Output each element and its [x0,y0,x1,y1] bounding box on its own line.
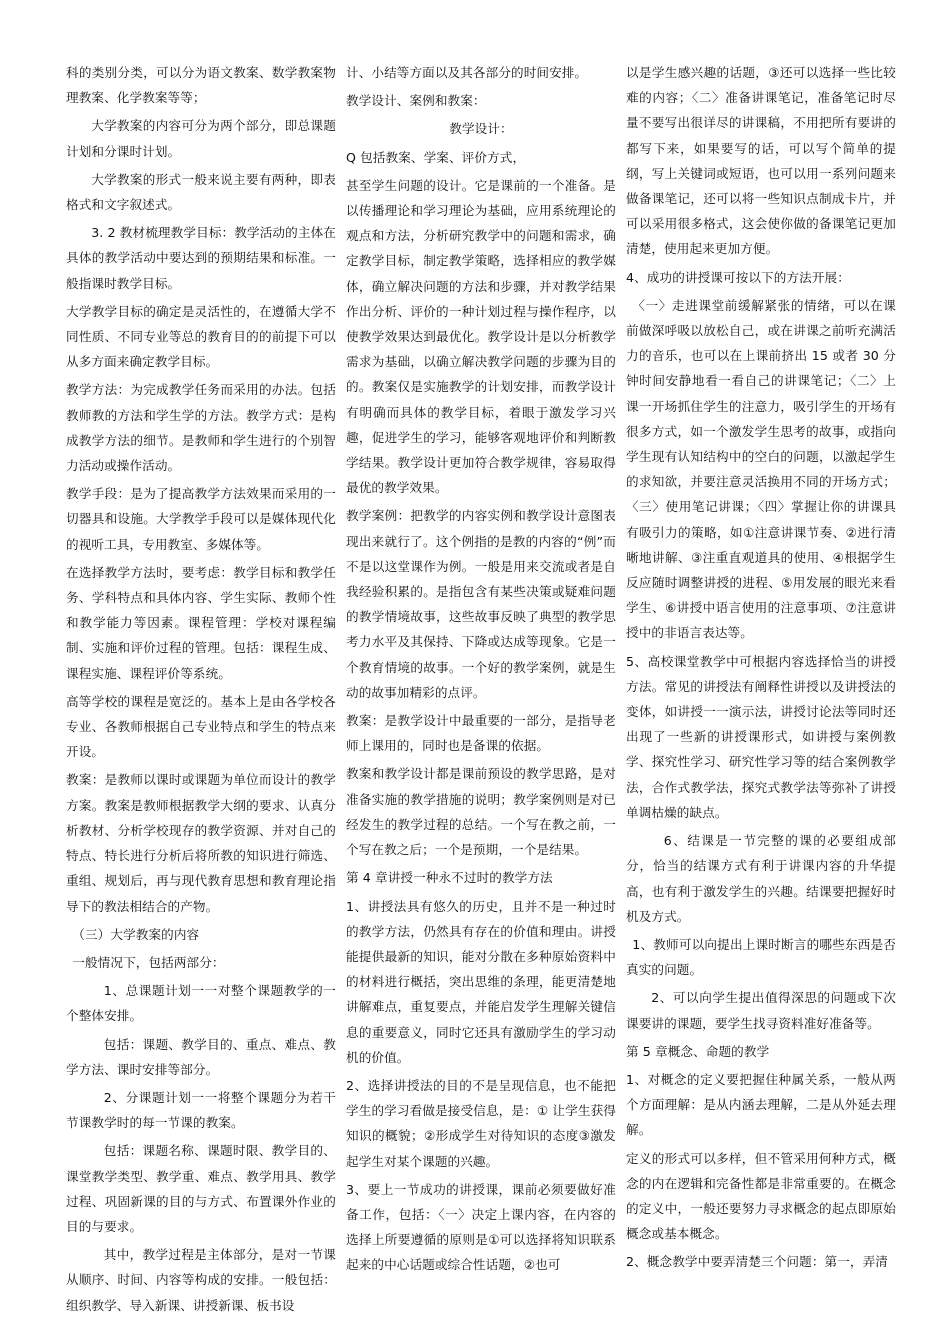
paragraph: 〈一〉走进课堂前缓解紧张的情绪，可以在课前做深呼吸以放松自己，或在讲课之前听充满活力的音乐，也可以在上课前挤出 15 或者 30 分钟时间安静地看一看自己的讲课笔记；〈二〉上课一开场抓住学生的注意力，吸引学生的开场有很多方式，如一个激发学生思考的故事，或指向学生现有认知结构中的空白的问题，以激起学生的求知欲，并要注意灵活换用不同的开场方式；〈三〉使用笔记讲课；〈四〉掌握让你的讲课具有吸引力的策略，如①注意讲课节奏、②进行清晰地讲解、③注重直观道具的使用、④根据学生反应随时调整讲授的进程、⑤用发展的眼光来看学生、⑥讲授中语言使用的注意事项、⑦注意讲授中的非语言表达等。 [626,297,896,641]
paragraph: 在选择教学方法时，要考虑：教学目标和教学任务、学科特点和具体内容、学生实际、教师个性和教学能力等因素。课程管理：学校对课程编制、实施和评价过程的管理。包括：课程生成、课程实施、课程评价等系统。 [66,564,336,681]
paragraph: 教案：是教学设计中最重要的一部分，是指导老师上课用的，同时也是备课的依据。 [346,713,616,754]
text-column-left [66,60,336,1321]
text-column-middle [346,60,616,1281]
paragraph: 6、结课是一节完整的课的必要组成部分，恰当的结课方式有利于讲课内容的升华提高，也有利于激发学生的兴趣。结课要把握好时机及方式。 [626,833,896,924]
paragraph: 2、分课题计划一一将整个课题分为若干节课教学时的每一节课的教案。 [66,1089,336,1131]
paragraph: 教学手段：是为了提高教学方法效果而采用的一切器具和设施。大学教学手段可以是媒体现代化的视听工具，专用教室、多媒体等。 [66,486,336,552]
paragraph: 第 5 章概念、命题的教学 [626,1043,770,1059]
paragraph: 包括：课题名称、课题时限、教学目的、课堂教学类型、教学重、难点、教学用具、教学过程、巩固新课的目的与方式、布置课外作业的目的与要求。 [66,1143,336,1234]
paragraph: 3. 2 教材梳理教学目标：教学活动的主体在具体的教学活动中要达到的预期结果和标准。一般指课时教学目标。 [66,225,336,291]
paragraph: 第 4 章讲授一种永不过时的教学方法 [346,870,553,886]
paragraph: 科的类别分类，可以分为语文教案、数学教案物理教案、化学教案等等； [66,65,336,106]
text-column-right [626,60,896,1278]
paragraph: 2、选择讲授法的目的不是呈现信息，也不能把学生的学习看做是接受信息，是：① 让学生获得知识的概貌；②形成学生对待知识的态度③激发起学生对某个课题的兴趣。 [346,1077,616,1169]
paragraph: 计、小结等方面以及其各部分的时间安排。 [346,65,588,80]
paragraph: 3、要上一节成功的讲授课，课前必须要做好准备工作，包括：〈一〉决定上课内容，在内容的选择上所要遵循的原则是①可以选择将知识联系起来的中心话题或综合性话题，②也可 [346,1181,616,1273]
paragraph: Q 包括教案、学案、评价方式， [346,149,526,165]
paragraph: 一般情况下，包括两部分： [72,954,225,970]
paragraph: 1、讲授法具有悠久的历史，且并不是一种过时的教学方法，仍然具有存在的价值和理由。讲授能提供最新的知识，能对分散在多种原始资料中的材料进行概括，突出思维的条理，能更清楚地讲解难点，重复要点，并能启发学生理解关键信息的重要意义，同时它还具有激励学生的学习动机的价值。 [346,898,616,1065]
paragraph: 大学教案的形式一般来说主要有两种，即表格式和文字叙述式。 [66,171,336,213]
paragraph: 大学教学目标的确定是灵活性的，在遵循大学不同性质、不同专业等总的教育目的的前提下可以从多方面来确定教学目标。 [66,303,336,370]
paragraph: 教案：是教师以课时或课题为单位而设计的教学方案。教案是教师根据教学大纲的要求、认真分析教材、分析学校现存的教学资源、并对自己的特点、特长进行分析后将所教的知识进行筛选、重组、规划后，再与现代教育思想和教育理论指导下的教法相结合的产物。 [66,772,336,914]
paragraph: 以是学生感兴趣的话题，③还可以选择一些比较难的内容；〈二〉准备讲课笔记，准备笔记时尽量不要写出很详尽的讲课稿，不用把所有要讲的都写下来，如果要写的话，可以写个简单的提纲，写上关键词或短语，也可以用一系列问题来做备课笔记，还可以将一些知识点制成卡片，并可以采用很多格式，这会使你做的备课笔记更加清楚，使用起来更加方便。 [626,65,896,257]
paragraph: 定义的形式可以多样，但不管采用何种方式，概念的内在逻辑和完备性都是非常重要的。在概念的定义中，一般还要努力寻求概念的起点即原始概念或基本概念。 [626,1150,896,1242]
paragraph: 其中，教学过程是主体部分，是对一节课从顺序、时间、内容等构成的安排。一般包括：组织教学、导入新课、讲授新课、板书设 [66,1247,336,1313]
paragraph: 5、高校课堂教学中可根据内容选择恰当的讲授方法。常见的讲授法有阐释性讲授以及讲授法的变体，如讲授一一演示法，讲授讨论法等同时还出现了一些新的讲授课形式，如讲授与案例教学、探究性学习、研究性学习等的结合案例教学法，合作式教学法，探究式教学法等弥补了讲授单调枯燥的缺点。 [626,653,896,820]
paragraph: 1、总课题计划一一对整个课题教学的一个整体安排。 [66,983,336,1024]
paragraph: 2、概念教学中要弄清楚三个问题：第一，弄清 [626,1254,888,1270]
paragraph: 4、成功的讲授课可按以下的方法开展： [626,269,850,285]
paragraph: 大学教案的内容可分为两个部分，即总课题计划和分课时计划。 [66,118,336,159]
paragraph: 教学设计： [449,121,513,137]
paragraph: 包括：课题、教学目的、重点、难点、教学方法、课时安排等部分。 [66,1036,336,1077]
paragraph: 教学案例：把教学的内容实例和教学设计意图表现出来就行了。这个例指的是教的内容的“例”而不是以这堂课作为例。一般是用来交流或者是自我经验积累的。是指包含有某些决策或疑难问题的教学情境故事，这些故事反映了典型的教学思考力水平及其保持、下降或达成等现象。它是一个教育情境的故事。一个好的教学案例，就是生动的故事加精彩的点评。 [346,508,616,700]
paragraph: （三）大学教案的内容 [72,926,200,942]
paragraph: 甚至学生问题的设计。它是课前的一个准备。是以传播理论和学习理论为基础，应用系统理论的观点和方法，分析研究教学中的问题和需求，确定教学目标，制定教学策略，选择相应的教学媒体，确立解决问题的方法和步骤，并对教学结果作出分析、评价的一种计划过程与操作程序，以使教学效果达到最优化。教学设计是以分析教学需求为基础，以确立解决教学问题的步骤为目的的。教案仅是实施教学的计划安排，而教学设计有明确而具体的教学目标，着眼于激发学习兴趣，促进学生的学习，能够客观地评价和判断教学结果。教学设计更加符合教学规律，容易取得最优的教学效果。 [346,177,616,496]
paragraph: 高等学校的课程是宽泛的。基本上是由各学校各专业、各教师根据自己专业特点和学生的特点来开设。 [66,693,336,760]
paragraph: 1、对概念的定义要把握住种属关系，一般从两个方面理解：是从内涵去理解，二是从外延去理解。 [626,1071,896,1138]
paragraph: 1、教师可以向提出上课时断言的哪些东西是否真实的问题。 [626,936,896,978]
paragraph: 教学设计、案例和教案： [346,93,486,109]
paragraph: 2、可以向学生提出值得深思的问题或下次课要讲的课题，要学生找寻资料准好准备等。 [626,990,896,1031]
paragraph: 教学方法：为完成教学任务而采用的办法。包括教师教的方法和学生学的方法。教学方式：是构成教学方法的细节。是教师和学生进行的个别智力活动或操作活动。 [66,382,336,474]
paragraph: 教案和教学设计都是课前预设的教学思路，是对准备实施的教学措施的说明；教学案例则是对已经发生的教学过程的总结。一个写在教之前，一个写在教之后；一个是预期，一个是结果。 [346,766,616,858]
